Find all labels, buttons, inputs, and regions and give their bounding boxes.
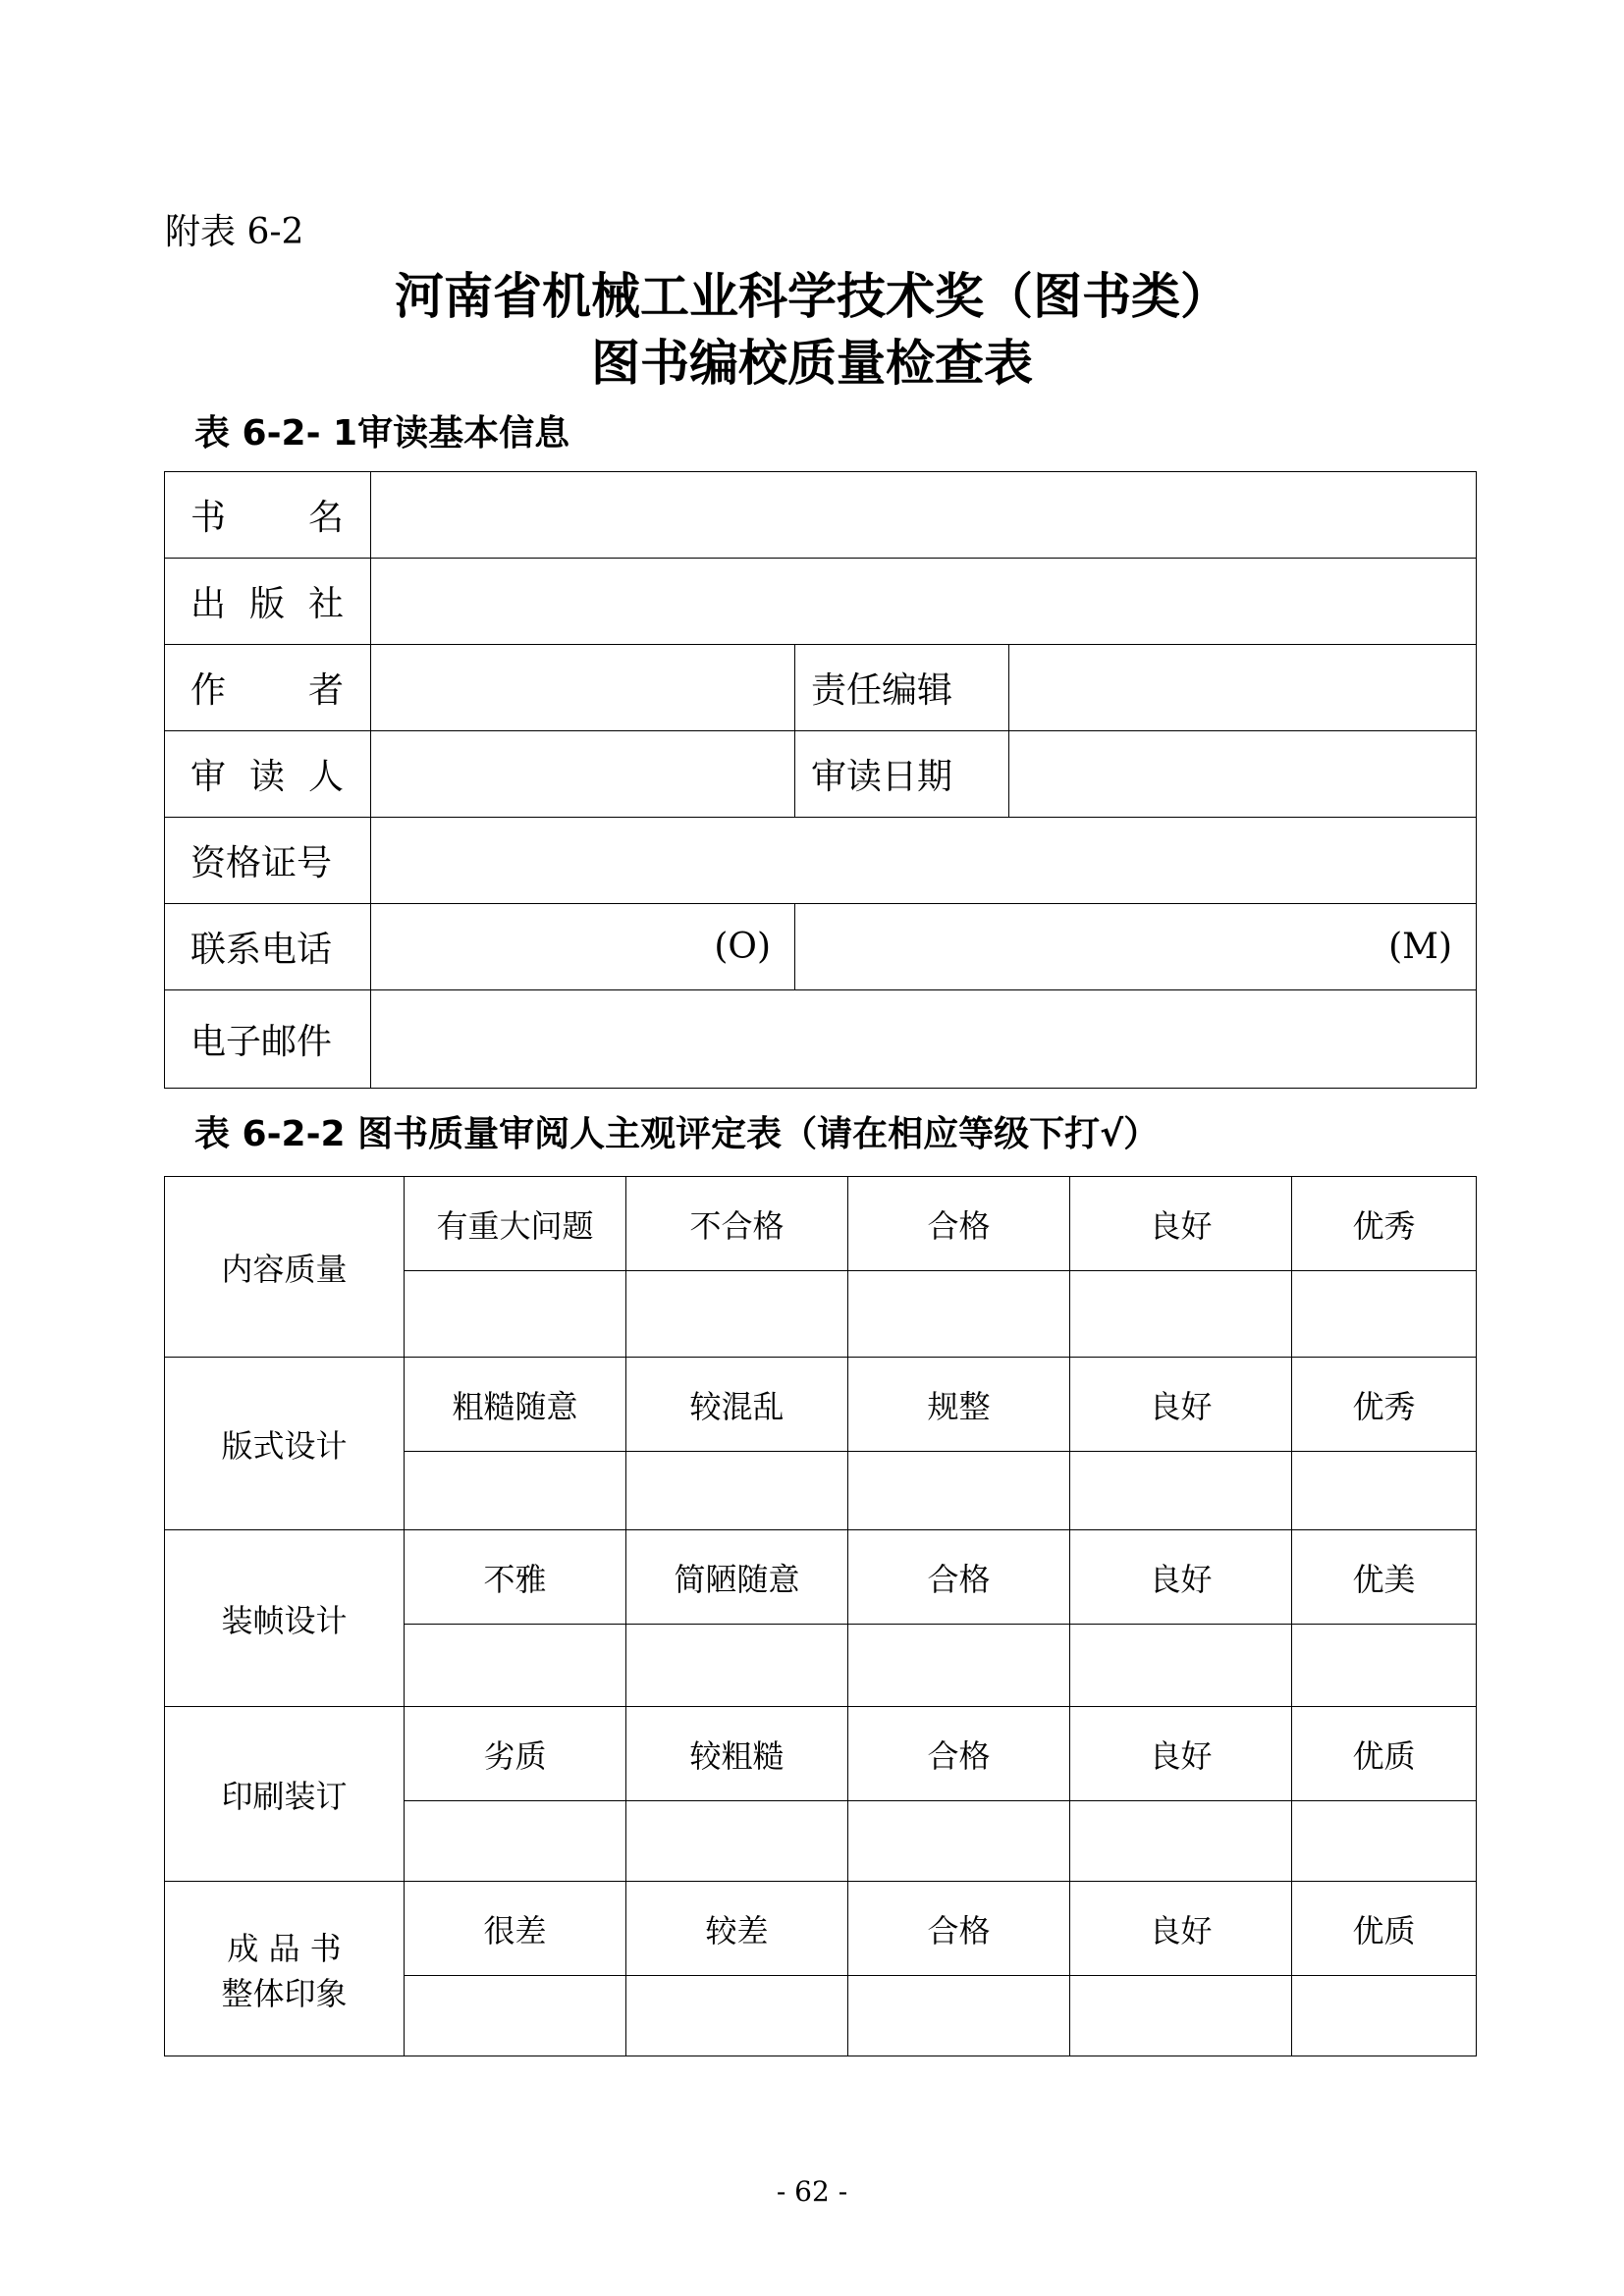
grade-label: 良好 — [1070, 1530, 1292, 1625]
check-cell[interactable] — [626, 1625, 848, 1707]
grade-label: 不雅 — [405, 1530, 626, 1625]
appendix-label: 附表 6-2 — [165, 212, 304, 252]
grade-label: 很差 — [405, 1882, 626, 1976]
category-layout-design: 版式设计 — [165, 1358, 405, 1530]
check-cell[interactable] — [1292, 1976, 1477, 2056]
category-overall-impression — [165, 1882, 405, 2056]
check-cell[interactable] — [1070, 1625, 1292, 1707]
label-char: 版 — [248, 584, 285, 624]
publisher-label — [165, 559, 371, 645]
page-number: - 62 - — [776, 2175, 848, 2208]
grade-label: 良好 — [1070, 1882, 1292, 1976]
grade-label: 较差 — [626, 1882, 848, 1976]
grade-label: 优秀 — [1292, 1358, 1477, 1452]
check-cell[interactable] — [1070, 1801, 1292, 1882]
check-cell[interactable] — [405, 1976, 626, 2056]
basic-info-table — [164, 471, 1477, 1089]
label-char: 审 — [190, 757, 227, 797]
category-printing-binding: 印刷装订 — [165, 1707, 405, 1882]
grade-label: 规整 — [848, 1358, 1070, 1452]
category-line2: 整体印象 — [221, 1974, 348, 2012]
grade-label: 优秀 — [1292, 1177, 1477, 1271]
book-name-label — [165, 472, 371, 559]
check-cell[interactable] — [626, 1801, 848, 1882]
grade-label: 合格 — [848, 1707, 1070, 1801]
check-cell[interactable] — [626, 1452, 848, 1530]
grade-label: 不合格 — [626, 1177, 848, 1271]
reviewer-field[interactable] — [371, 731, 795, 818]
check-cell[interactable] — [1292, 1271, 1477, 1358]
email-field[interactable] — [371, 990, 1477, 1089]
phone-label: 联系电话 — [165, 904, 371, 990]
grade-label: 合格 — [848, 1530, 1070, 1625]
grade-label: 良好 — [1070, 1177, 1292, 1271]
check-cell[interactable] — [626, 1271, 848, 1358]
check-cell[interactable] — [848, 1625, 1070, 1707]
publisher-field[interactable] — [371, 559, 1477, 645]
grade-label: 优质 — [1292, 1707, 1477, 1801]
grade-label: 有重大问题 — [405, 1177, 626, 1271]
check-cell[interactable] — [405, 1271, 626, 1358]
grade-label: 劣质 — [405, 1707, 626, 1801]
phone-office-field[interactable]: (O) — [371, 904, 795, 990]
editor-field[interactable] — [1009, 645, 1477, 731]
review-date-label: 审读日期 — [795, 731, 1009, 818]
check-cell[interactable] — [1070, 1271, 1292, 1358]
review-date-field[interactable] — [1009, 731, 1477, 818]
category-line1: 成 品 书 — [227, 1929, 342, 1967]
email-label: 电子邮件 — [165, 990, 371, 1089]
check-cell[interactable] — [848, 1452, 1070, 1530]
label-char: 名 — [307, 498, 344, 538]
grade-label: 合格 — [848, 1177, 1070, 1271]
label-char: 者 — [307, 670, 344, 711]
check-cell[interactable] — [848, 1271, 1070, 1358]
grade-label: 较粗糙 — [626, 1707, 848, 1801]
grade-label: 较混乱 — [626, 1358, 848, 1452]
grade-label: 简陋随意 — [626, 1530, 848, 1625]
check-cell[interactable] — [626, 1976, 848, 2056]
grade-label: 优质 — [1292, 1882, 1477, 1976]
reviewer-label — [165, 731, 371, 818]
qualification-label: 资格证号 — [165, 818, 371, 904]
grade-label: 良好 — [1070, 1358, 1292, 1452]
page-title-line2: 图书编校质量检查表 — [591, 335, 1033, 392]
check-cell[interactable] — [1070, 1976, 1292, 2056]
page-title-line1: 河南省机械工业科学技术奖（图书类） — [395, 268, 1229, 325]
check-cell[interactable] — [405, 1801, 626, 1882]
label-char: 社 — [307, 584, 344, 624]
category-content-quality: 内容质量 — [165, 1177, 405, 1358]
grade-label: 合格 — [848, 1882, 1070, 1976]
qualification-field[interactable] — [371, 818, 1477, 904]
grade-label: 良好 — [1070, 1707, 1292, 1801]
author-label — [165, 645, 371, 731]
grade-label: 粗糙随意 — [405, 1358, 626, 1452]
book-name-field[interactable] — [371, 472, 1477, 559]
grade-label: 优美 — [1292, 1530, 1477, 1625]
check-cell[interactable] — [405, 1625, 626, 1707]
check-cell[interactable] — [405, 1452, 626, 1530]
label-char: 书 — [190, 498, 227, 538]
editor-label: 责任编辑 — [795, 645, 1009, 731]
check-cell[interactable] — [1292, 1801, 1477, 1882]
check-cell[interactable] — [1070, 1452, 1292, 1530]
phone-mobile-field[interactable]: (M) — [795, 904, 1477, 990]
check-cell[interactable] — [848, 1801, 1070, 1882]
category-binding-design: 装帧设计 — [165, 1530, 405, 1707]
label-char: 人 — [307, 757, 344, 797]
check-cell[interactable] — [1292, 1452, 1477, 1530]
label-char: 出 — [190, 584, 227, 624]
table1-caption: 表 6-2- 1审读基本信息 — [194, 413, 570, 454]
quality-rating-table — [164, 1176, 1477, 2056]
label-char: 作 — [190, 670, 227, 711]
check-cell[interactable] — [848, 1976, 1070, 2056]
check-cell[interactable] — [1292, 1625, 1477, 1707]
author-field[interactable] — [371, 645, 795, 731]
label-char: 读 — [248, 757, 285, 797]
table2-caption: 表 6-2-2 图书质量审阅人主观评定表（请在相应等级下打√） — [194, 1114, 1160, 1154]
